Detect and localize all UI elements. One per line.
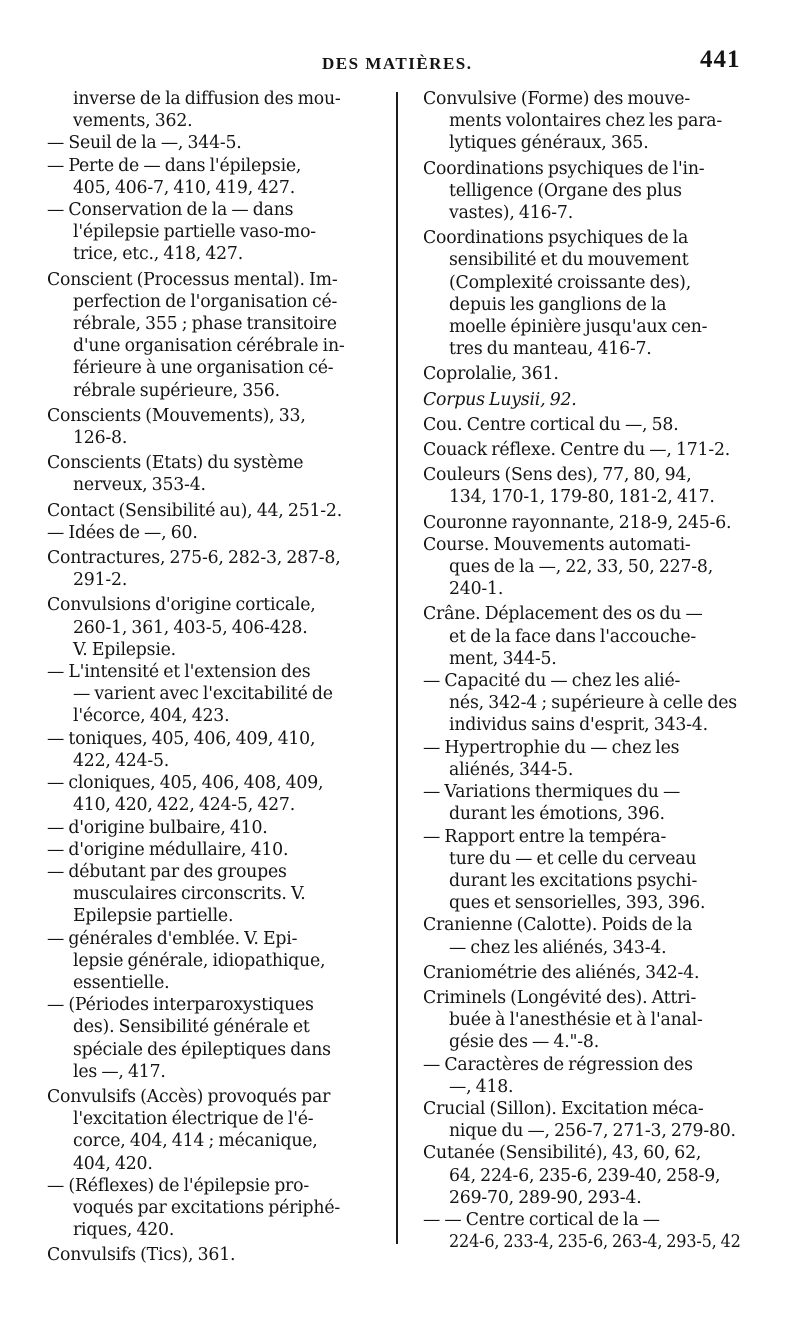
index-line: — varient avec l'excitabilité de (73, 684, 333, 705)
index-line: — Perte de — dans l'épilepsie, (47, 155, 302, 176)
index-line: nés, 342-4 ; supérieure à celle des (449, 693, 737, 714)
index-line: ques et sensorielles, 393, 396. (449, 893, 706, 914)
index-line: 410, 420, 422, 424-5, 427. (73, 795, 295, 816)
index-line: — Caractères de régression des (423, 1054, 693, 1075)
index-line: Conscients (Mouvements), 33, (47, 405, 306, 426)
index-line: lytiques généraux, 365. (449, 133, 649, 154)
index-line: durant les émotions, 396. (449, 804, 665, 825)
index-line: nique du —, 256-7, 271-3, 279-80. (449, 1121, 736, 1142)
index-line: V. Epilepsie. (73, 639, 176, 660)
index-line: aliénés, 344-5. (449, 759, 574, 780)
index-line: — d'origine bulbaire, 410. (47, 817, 268, 838)
running-head-title: DES MATIÈRES. (322, 54, 473, 73)
index-line: rébrale, 355 ; phase transitoire (73, 314, 337, 335)
index-line: — Variations thermiques du — (423, 782, 681, 803)
index-line: Crâne. Déplacement des os du — (423, 604, 703, 625)
index-line: musculaires circonscrits. V. (73, 884, 306, 905)
left-index-column (47, 88, 365, 1267)
index-line: Cutanée (Sensibilité), 43, 60, 62, (423, 1143, 702, 1164)
index-line: — (Périodes interparoxystiques (47, 995, 314, 1016)
index-line: spéciale des épileptiques dans (73, 1039, 331, 1060)
index-line: — Capacité du — chez les alié- (423, 671, 681, 692)
index-line: Course. Mouvements automati- (423, 534, 691, 555)
index-line: Convulsive (Forme) des mouve- (423, 89, 690, 109)
index-line: moelle épinière jusqu'aux cen- (449, 317, 708, 338)
index-line: Contractures, 275-6, 282-3, 287-8, (47, 548, 341, 569)
index-line: lepsie générale, idiopathique, (73, 950, 326, 971)
index-line: ment, 344-5. (449, 648, 557, 669)
index-line: — (Réflexes) de l'épilepsie pro- (47, 1175, 309, 1196)
index-line: — d'origine médullaire, 410. (47, 839, 289, 860)
index-line: ture du — et celle du cerveau (449, 848, 697, 869)
index-line: — Rapport entre la tempéra- (423, 826, 667, 847)
index-line: Convulsifs (Tics), 361. (47, 1245, 236, 1266)
index-line: gésie des — 4."-8. (449, 1032, 599, 1053)
index-line: férieure à une organisation cé- (73, 358, 334, 379)
index-line: perfection de l'organisation cé- (73, 291, 338, 312)
index-line: durant les excitations psychi- (449, 870, 698, 891)
index-line: riques, 420. (73, 1220, 175, 1241)
running-head (0, 46, 800, 86)
index-line: Corpus Luysii, 92. (423, 389, 577, 410)
page-number: 441 (700, 46, 741, 73)
index-line: l'épilepsie partielle vaso-mo- (73, 222, 316, 243)
index-line: d'une organisation cérébrale in- (73, 336, 345, 357)
index-line: trice, etc., 418, 427. (73, 244, 244, 265)
index-line: (Complexité croissante des), (449, 272, 692, 293)
index-line: 134, 170-1, 179-80, 181-2, 417. (449, 487, 715, 508)
index-line: Coordinations psychiques de l'in- (423, 158, 705, 179)
index-line: Epilepsie partielle. (73, 906, 234, 927)
index-line: Convulsions d'origine corticale, (47, 595, 316, 616)
index-line: — Hypertrophie du — chez les (423, 737, 680, 758)
index-line: voqués par excitations périphé- (73, 1197, 340, 1218)
index-line: Conscient (Processus mental). Im- (47, 269, 338, 290)
index-line: ments volontaires chez les para- (449, 111, 723, 132)
index-line: Conscients (Etats) du système (47, 453, 304, 474)
index-line: sensibilité et du mouvement (449, 250, 689, 271)
index-line: Cranienne (Calotte). Poids de la (423, 915, 693, 936)
index-line: — Seuil de la —, 344-5. (47, 133, 242, 154)
index-line: rébrale supérieure, 356. (73, 380, 280, 401)
index-line: des). Sensibilité générale et (73, 1017, 310, 1038)
index-line: et de la face dans l'accouche- (449, 626, 697, 647)
index-line: individus sains d'esprit, 343-4. (449, 715, 708, 736)
index-line: 404, 420. (73, 1153, 153, 1174)
index-line: les —, 417. (73, 1061, 166, 1082)
index-line: Couack réflexe. Centre du —, 171-2. (423, 440, 731, 461)
index-line: telligence (Organe des plus (449, 180, 682, 201)
index-line: — générales d'emblée. V. Epi- (47, 928, 298, 949)
index-line: tres du manteau, 416-7. (449, 339, 652, 360)
index-line: — L'intensité et l'extension des (47, 662, 311, 683)
index-line: Cou. Centre cortical du —, 58. (423, 414, 679, 435)
index-line: l'excitation électrique de l'é- (73, 1109, 314, 1130)
index-line: 224-6, 233-4, 235-6, 263-4, 293-5, 42 (449, 1232, 741, 1253)
index-line: Contact (Sensibilité au), 44, 251-2. (47, 500, 343, 521)
index-line: 240-1. (449, 579, 504, 600)
index-line: 405, 406-7, 410, 419, 427. (73, 177, 295, 198)
index-line: vastes), 416-7. (449, 203, 574, 224)
index-line: Criminels (Longévité des). Attri- (423, 987, 697, 1008)
index-line: — — Centre cortical de la — (423, 1209, 660, 1230)
index-line: 269-70, 289-90, 293-4. (449, 1187, 642, 1208)
index-line: Coordinations psychiques de la (423, 228, 689, 249)
index-line: — Conservation de la — dans (47, 200, 294, 221)
index-line: buée à l'anesthésie et à l'anal- (449, 1010, 703, 1031)
index-line: inverse de la diffusion des mou- (73, 89, 341, 109)
column-divider (396, 92, 398, 1244)
index-line: — débutant par des groupes (47, 861, 287, 882)
index-line: 126-8. (73, 428, 128, 449)
right-index-column (423, 88, 741, 1253)
index-line: nerveux, 353-4. (73, 475, 206, 496)
index-line: — cloniques, 405, 406, 408, 409, (47, 773, 324, 794)
index-line: Couronne rayonnante, 218-9, 245-6. (423, 512, 732, 533)
index-line: —, 418. (449, 1076, 514, 1097)
index-line: Coprolalie, 361. (423, 364, 559, 385)
index-line: Craniométrie des aliénés, 342-4. (423, 962, 700, 983)
index-line: corce, 404, 414 ; mécanique, (73, 1131, 318, 1152)
index-line: l'écorce, 404, 423. (73, 706, 230, 727)
index-line: 260-1, 361, 403-5, 406-428. (73, 617, 308, 638)
index-line: 291-2. (73, 570, 128, 591)
index-line: Couleurs (Sens des), 77, 80, 94, (423, 465, 692, 486)
index-line: — Idées de —, 60. (47, 522, 198, 543)
index-line: — chez les aliénés, 343-4. (449, 937, 667, 958)
index-line: ques de la —, 22, 33, 50, 227-8, (449, 557, 713, 578)
index-line: essentielle. (73, 972, 170, 993)
index-line: depuis les ganglions de la (449, 294, 667, 315)
index-line: — toniques, 405, 406, 409, 410, (47, 728, 316, 749)
index-line: 422, 424-5. (73, 750, 170, 771)
index-line: Crucial (Sillon). Excitation méca- (423, 1098, 704, 1119)
index-line: Convulsifs (Accès) provoqués par (47, 1086, 331, 1107)
index-line: vements, 362. (73, 111, 193, 132)
index-line: 64, 224-6, 235-6, 239-40, 258-9, (449, 1165, 721, 1186)
